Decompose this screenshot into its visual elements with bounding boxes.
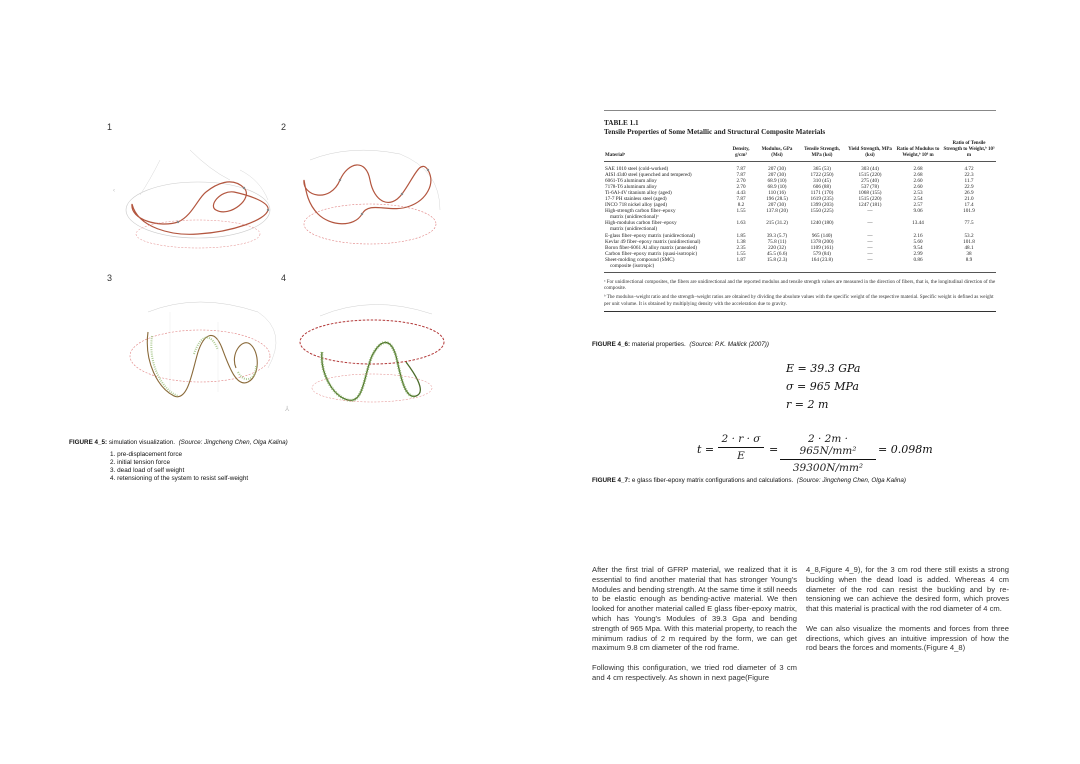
table-cell: 1550 (225): [810, 208, 834, 215]
table-row: [604, 162, 996, 173]
fraction-2-numerator: 2 · 2m · 965N/mm²: [799, 433, 857, 457]
table-cell: 1.55: [736, 250, 746, 257]
table-cell: 22.3: [964, 172, 974, 179]
table-cell: 365 (53): [813, 166, 831, 172]
table-header: Modulus, GPa (Msi): [761, 147, 793, 158]
table-cell: 15.8 (2.3): [766, 256, 788, 263]
table-cell: 579 (84): [813, 250, 831, 257]
table-cell: INCO 718 nickel alloy (aged): [605, 202, 667, 209]
table-cell: —: [867, 256, 873, 263]
simulation-steps-list: [110, 451, 248, 483]
table-cell: 1.87: [736, 256, 746, 263]
table-cell: 2.16: [913, 232, 923, 239]
table-cell: 13.44: [912, 220, 924, 227]
table-cell: 1109 (161): [810, 244, 834, 251]
table-cell: 9.54: [913, 244, 923, 251]
simulation-panel-1: [120, 140, 280, 260]
fraction-1-numerator: 2 · r · σ: [721, 433, 761, 445]
table-cell: 77.5: [964, 220, 974, 227]
table-cell: 2.57: [913, 202, 923, 209]
body-column-2: [806, 565, 1009, 663]
table-cell: 196 (28.5): [766, 196, 788, 203]
table-cell: 2.68: [913, 172, 923, 179]
table-cell: matrix (unidirectional): [610, 226, 658, 233]
table-cell: 215 (31.2): [766, 220, 788, 227]
table-cell: 1247 (181): [858, 202, 882, 209]
table-cell: 17.4: [964, 202, 974, 209]
table-cell: 45.5 (6.6): [766, 250, 788, 257]
table-cell: 2.70: [736, 178, 746, 185]
table-cell: 2.60: [913, 184, 923, 191]
table-cell: matrix (unidirectional)ᵃ: [610, 214, 659, 221]
panel-number-3: 3: [107, 273, 113, 283]
figure-4-7-text: e glass fiber-epoxy matrix configurations and calculations.: [630, 477, 794, 484]
fraction-1: [718, 433, 764, 462]
table-cell: 1068 (155): [858, 190, 882, 197]
table-cell: 26.9: [964, 190, 974, 197]
simulation-step: 2. initial tension force: [110, 459, 171, 466]
table-cell: 2.35: [736, 244, 746, 251]
panel-1-marker: ‹: [113, 188, 115, 194]
simulation-panel-2: [290, 140, 450, 260]
table-cell: AISI 4340 steel (quenched and tempered): [605, 172, 692, 179]
table-cell: 7.87: [736, 166, 746, 172]
table-cell: [894, 263, 942, 273]
table-cell: Ti-6Al-4V titanium alloy (aged): [605, 190, 672, 197]
table-cell: 1.55: [736, 208, 746, 215]
table-cell: 2.60: [913, 178, 923, 185]
table-cell: 606 (88): [813, 184, 831, 191]
figure-4-6-caption: [592, 341, 769, 348]
table-footnote-a: ᵃ For unidirectional composites, the fibers are unidirectional and the reported modulus and tensile strength values are measured in the direction of fibers, that is, the longitudinal direction of the composite.: [604, 278, 996, 292]
equation-radius: r = 2 m: [786, 398, 829, 411]
equation-thickness-lhs: t =: [697, 443, 715, 456]
table-cell: 303 (44): [861, 166, 879, 172]
material-properties-table: [604, 141, 996, 273]
simulation-panel-4: [292, 292, 462, 422]
body-paragraph: 4_8,Figure 4_9), for the 3 cm rod there still exists a strong buckling when the dead load is added. Whereas 4 cm diameter of the rod can resist the buckling and by re-tensioning we can achieve the desired form, which proves that this material is practical with the rod diameter of 4 cm.: [806, 565, 1009, 614]
table-cell: —: [867, 208, 873, 215]
fraction-2: [780, 433, 876, 474]
panel-number-2: 2: [281, 122, 287, 132]
table-cell: 137.8 (20): [766, 208, 788, 215]
figure-4-6-source: (Source: P.K. Mallick (2007)): [689, 341, 769, 348]
table-cell: 5.60: [913, 238, 923, 245]
table-header: Density, g/cm³: [732, 147, 750, 158]
table-header: Ratio of Modulus to Weight,ᵇ 10⁶ m: [896, 147, 940, 158]
table-cell: 1515 (220): [858, 196, 882, 203]
table-cell: 2.53: [913, 190, 923, 197]
table-header: Tensile Strength, MPa (ksi): [804, 147, 840, 158]
table-cell: 1.85: [736, 232, 746, 239]
figure-4-5-label: FIGURE 4_5:: [69, 439, 108, 446]
table-caption: Tensile Properties of Some Metallic and Structural Composite Materials: [604, 128, 826, 136]
figure-4-5-caption: [69, 439, 288, 446]
table-cell: High-strength carbon fiber–epoxy: [605, 208, 676, 215]
table-cell: 207 (30): [768, 202, 786, 209]
figure-4-6-label: FIGURE 4_6:: [592, 341, 631, 348]
table-cell: [798, 263, 846, 273]
table-cell: 101.8: [963, 238, 975, 245]
table-cell: 110 (16): [768, 190, 786, 197]
table-cell: 11.7: [964, 178, 974, 185]
table-cell: Sheet-molding compound (SMC): [605, 256, 675, 263]
figure-4-5-text: simulation visualization.: [107, 439, 176, 446]
table-cell: 1722 (250): [810, 172, 834, 179]
table-number: TABLE 1.1: [604, 119, 639, 127]
table-header: Yield Strength, MPa (ksi): [848, 147, 892, 158]
simulation-step: 1. pre-displacement force: [110, 451, 183, 458]
body-paragraph: We can also visualize the moments and forces from three directions, which gives an intuitive impression of how the rod bears the forces and moments.(Figure 4_8): [806, 623, 1009, 653]
table-cell: 2.70: [736, 184, 746, 191]
table-cell: 1515 (220): [858, 172, 882, 179]
figure-4-6-text: material properties.: [630, 341, 686, 348]
table-cell: 53.2: [964, 232, 974, 239]
table-cell: 965 (140): [811, 232, 833, 239]
equation-result: = 0.098m: [878, 443, 933, 456]
fraction-1-denominator: E: [737, 450, 745, 462]
figure-4-7-source: (Source: Jingcheng Chen, Olga Kalina): [796, 477, 906, 484]
table-cell: 0.86: [913, 256, 923, 263]
panel-3-axis-marker: ⅄: [285, 406, 290, 413]
table-cell: 220 (32): [768, 244, 786, 251]
table-cell: Carbon fiber–epoxy matrix (quasi-isotropic): [605, 250, 698, 257]
table-cell: 1399 (203): [810, 202, 834, 209]
table-cell: [756, 263, 798, 273]
table-cell: SAE 1010 steel (cold-worked): [605, 166, 669, 172]
table-header: Ratio of Tensile Strength to Weight,ᵇ 10³ m: [943, 141, 995, 158]
panel-number-4: 4: [281, 273, 287, 283]
table-cell: 2.54: [913, 196, 923, 203]
table-cell: 4.72: [964, 166, 974, 172]
equals-sign: =: [769, 443, 779, 456]
table-cell: 1378 (200): [810, 238, 834, 245]
table-cell: 275 (40): [861, 178, 879, 185]
table-cell: Kevlar 49 fiber–epoxy matrix (unidirectional): [605, 238, 701, 245]
table-cell: 21.0: [964, 196, 974, 203]
table-cell: 7.87: [736, 172, 746, 179]
material-properties-table-figure: [604, 110, 996, 312]
figure-4-5-source: (Source: Jingcheng Chen, Olga Kalina): [178, 439, 288, 446]
table-cell: 101.9: [963, 208, 975, 215]
table-cell: —: [867, 244, 873, 251]
table-cell: 8.2: [737, 202, 745, 209]
body-paragraph: Following this configuration, we tried rod diameter of 3 cm and 4 cm respectively. As shown in next page(Figure: [592, 662, 797, 682]
figure-4-7-label: FIGURE 4_7:: [592, 477, 631, 484]
table-cell: 164 (23.8): [811, 256, 833, 263]
table-cell: 310 (45): [813, 178, 831, 185]
table-cell: —: [867, 232, 873, 239]
table-cell: 1171 (170): [810, 190, 834, 197]
body-paragraph: After the first trial of GFRP material, we realized that it is essential to find another material that has stronger Young's Modules and bending strength. At the same time it still needs to be elastic enough as bending-active material. We then looked for another material called E glass fiber-epoxy matrix, which has Young's Modules of 39.3 Gpa and bending strength of 965 Mpa. With this material property, to reach the minimum radius of 2 m required by the form, we can get maximum 9.8 cm diameter of the rod frame.: [592, 565, 797, 653]
table-bottom-rule: [604, 311, 996, 312]
table-cell: 7.87: [736, 196, 746, 203]
table-cell: 207 (30): [768, 166, 786, 172]
figure-4-7-caption: [592, 477, 906, 484]
table-cell: 68.9 (10): [767, 184, 787, 191]
table-row: [604, 263, 996, 273]
panel-number-1: 1: [107, 122, 113, 132]
table-cell: 22.9: [964, 184, 974, 191]
table-cell: 75.8 (11): [767, 238, 787, 245]
table-cell: 4.43: [736, 190, 746, 197]
table-cell: 7178-T6 aluminum alloy: [605, 184, 657, 191]
table-cell: 207 (30): [768, 172, 786, 179]
table-cell: 1.38: [736, 238, 746, 245]
table-cell: 9.06: [913, 208, 923, 215]
table-cell: 68.9 (10): [767, 178, 787, 185]
table-top-rule: [604, 110, 996, 111]
table-cell: 1240 (180): [810, 220, 834, 227]
table-cell: composite (isotropic): [610, 262, 655, 269]
table-cell: High-modulus carbon fiber–epoxy: [605, 220, 677, 227]
table-cell: [846, 263, 894, 273]
table-cell: —: [867, 238, 873, 245]
table-header-row: [604, 141, 996, 162]
body-column-1: [592, 565, 797, 692]
table-cell: 17-7 PH stainless steel (aged): [605, 196, 667, 203]
table-body: [604, 162, 996, 273]
table-header: Materialᵃ: [605, 153, 626, 158]
table-cell: 8.9: [965, 256, 973, 263]
table-cell: 6061-T6 aluminum alloy: [605, 178, 657, 185]
simulation-panel-3: [118, 292, 288, 422]
table-cell: 2.68: [913, 166, 923, 172]
table-cell: [726, 263, 756, 273]
table-cell: —: [867, 220, 873, 227]
table-cell: —: [867, 250, 873, 257]
table-cell: 537 (78): [861, 184, 879, 191]
fraction-1-bar: [718, 447, 764, 448]
table-cell: 39.3 (5.7): [766, 232, 788, 239]
table-cell: 1.63: [736, 220, 746, 227]
fraction-2-denominator: 39300N/mm²: [792, 462, 864, 474]
equation-modulus: E = 39.3 GPa: [786, 362, 861, 375]
table-cell: Boron fiber-6061 Al alloy matrix (annealed): [605, 244, 697, 251]
table-cell: 48.1: [964, 244, 974, 251]
simulation-step: 4. retensioning of the system to resist self-weight: [110, 475, 249, 482]
table-cell: E-glass fiber–epoxy matrix (unidirectional): [605, 232, 696, 239]
table-cell: [942, 263, 996, 273]
table-cell: 1619 (235): [810, 196, 834, 203]
table-cell: 38: [966, 250, 972, 257]
fraction-2-bar: [780, 459, 876, 460]
equation-strength: σ = 965 MPa: [786, 380, 859, 393]
table-title: [604, 119, 996, 137]
table-cell: 2.99: [913, 250, 923, 257]
table-footnote-b: ᵇ The modulus–weight ratio and the strength–weight ratios are obtained by dividing the absolute values with the specific weight of the respective material. Specific weight is defined as weight per unit volume. It is obtained by multiplying density with the acceleration due to gravity.: [604, 293, 994, 307]
simulation-step: 3. dead load of self weight: [110, 467, 185, 474]
